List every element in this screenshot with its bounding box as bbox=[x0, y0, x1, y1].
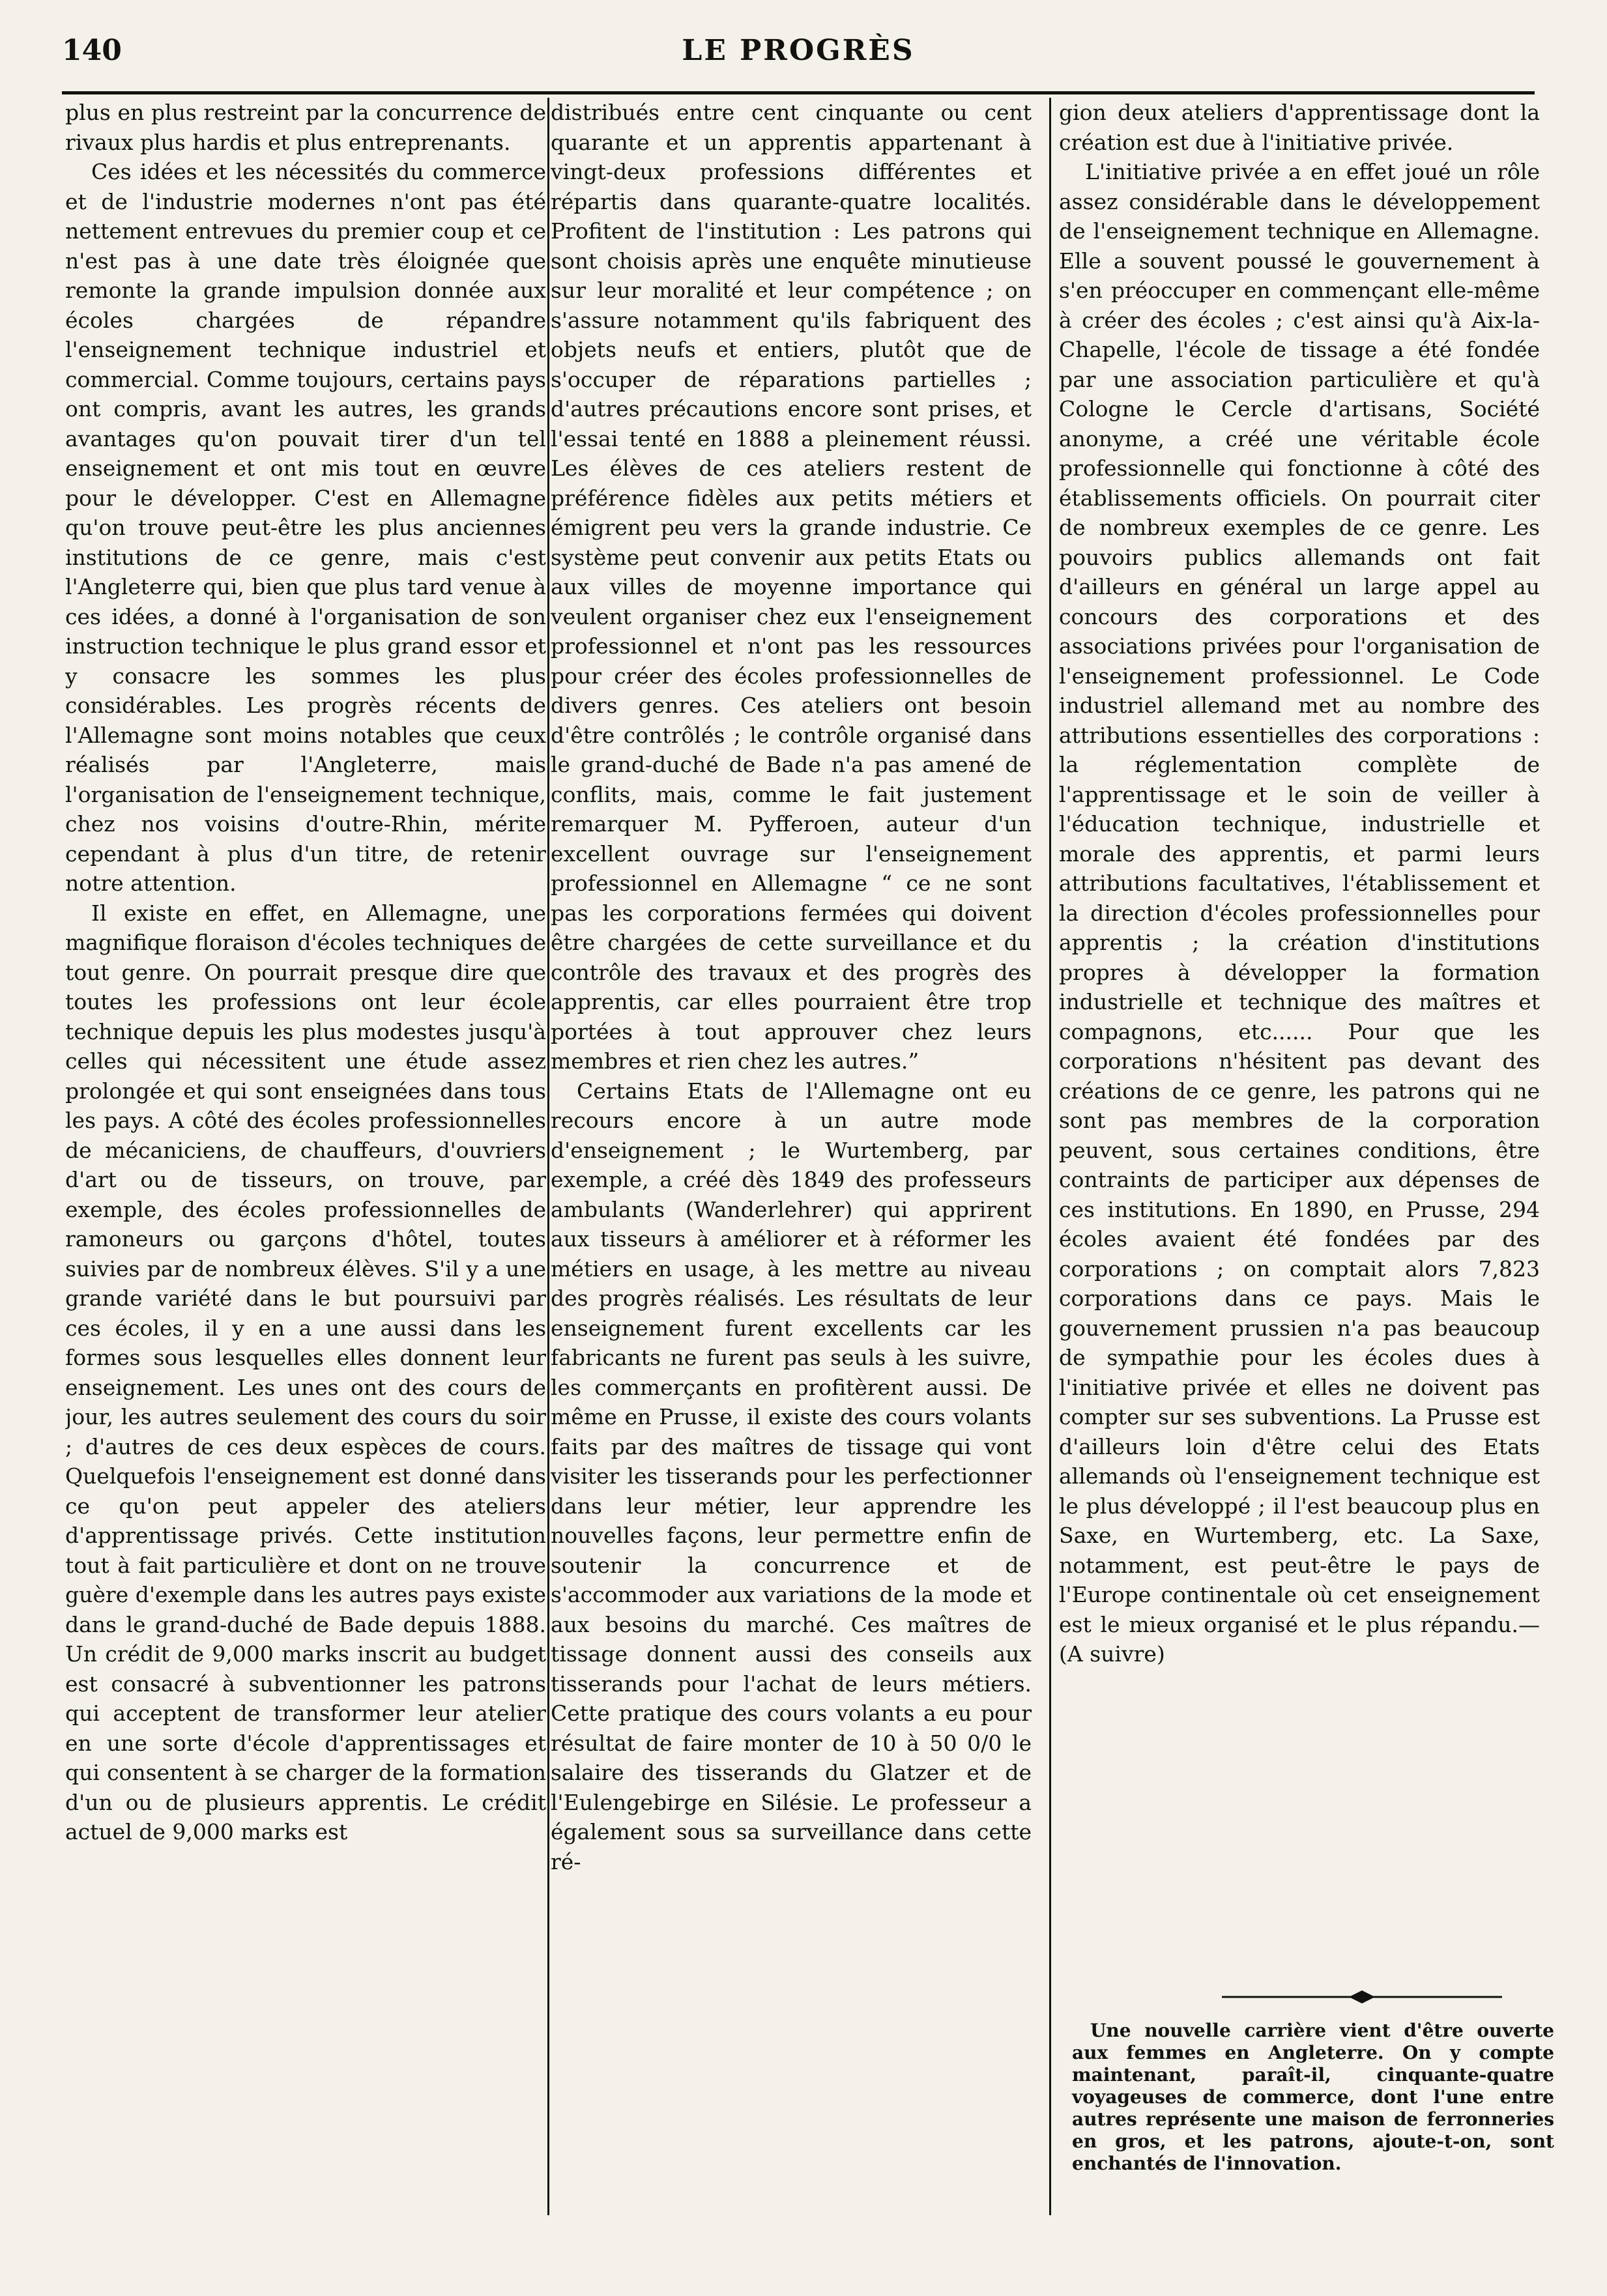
news-brief bbox=[1072, 2020, 1554, 2175]
paragraph: Il existe en effet, en Allemagne, une magnifique floraison d'écoles techniques de tout genre. On pourrait presque dire que toutes les professions ont leur école technique depuis les plus modestes jusqu'à celles qui nécessitent une étude assez prolongée et qui sont enseignées dans tous les pays. A côté des écoles professionnelles de mécaniciens, de chauffeurs, d'ouvriers d'art ou de tisseurs, on trouve, par exemple, des écoles professionnelles de ramoneurs ou garçons d'hôtel, toutes suivies par de nombreux élèves. S'il y a une grande variété dans le but poursuivi par ces écoles, il y en a une aussi dans les formes sous lesquelles elles donnent leur enseignement. Les unes ont des cours de jour, les autres seulement des cours du soir ; d'autres de ces deux espèces de cours. Quelquefois l'enseignement est donné dans ce qu'on peut appeler des ateliers d'apprentissage privés. Cette institution tout à fait particulière et dont on ne trouve guère d'exemple dans les autres pays existe dans le grand-duché de Bade depuis 1888. Un crédit de 9,000 marks inscrit au budget est consacré à subventionner les patrons qui acceptent de transformer leur atelier en une sorte d'école d'apprentissages et qui consentent à se charger de la formation d'un ou de plusieurs apprentis. Le crédit actuel de 9,000 marks est bbox=[65, 900, 546, 1844]
column-2 bbox=[551, 98, 1032, 2222]
column-divider bbox=[1049, 98, 1051, 2215]
header-rule bbox=[62, 91, 1535, 94]
running-title: LE PROGRÈS bbox=[682, 34, 915, 67]
column-divider bbox=[547, 98, 549, 2215]
page-number: 140 bbox=[62, 34, 122, 67]
paragraph: gion deux ateliers d'apprentissage dont la création est due à l'initiative privée. bbox=[1059, 100, 1540, 155]
column-3 bbox=[1059, 98, 1540, 1974]
paragraph: L'initiative privée a en effet joué un rôle assez considérable dans le développement de l'enseignement technique en Allemagne. Elle a souvent poussé le gouvernement à s'en préoccuper en commençant elle-même à créer des écoles ; c'est ainsi qu'à Aix-la-Chapelle, l'école de tissage a été fondée par une association particulière et qu'à Cologne le Cercle d'artisans, Société anonyme, a créé une véritable école professionnelle qui fonctionne à côté des établissements officiels. On pourrait citer de nombreux exemples de ce genre. Les pouvoirs publics allemands ont fait d'ailleurs en général un large appel au concours des corporations et des associations privées pour l'organisation de l'enseignement professionnel. Le Code industriel allemand met au nombre des attributions essentielles des corporations : la réglementation complète de l'apprentissage et le soin de veiller à l'éducation technique, industrielle et morale des apprentis, et parmi leurs attributions facultatives, l'établissement et la direction d'écoles professionnelles pour apprentis ; la création d'institutions propres à développer la formation industrielle et technique des maîtres et compagnons, etc...... Pour que les corporations n'hésitent pas devant des créations de ce genre, les patrons qui ne sont pas membres de la corporation peuvent, sous certaines conditions, être contraints de participer aux dépenses de ces institutions. En 1890, en Prusse, 294 écoles avaient été fondées par des corporations ; on comptait alors 7,823 corporations dans ce pays. Mais le gouvernement prussien n'a pas beaucoup de sympathie pour les écoles dues à l'initiative privée et elles ne doivent pas compter sur ses subventions. La Prusse est d'ailleurs loin d'être celui des Etats allemands où l'enseignement technique est le plus développé ; il l'est beaucoup plus en Saxe, en Wurtemberg, etc. La Saxe, notamment, est peut-être le pays de l'Europe continentale où cet enseignement est le mieux organisé et le plus répandu.—(A suivre) bbox=[1059, 159, 1540, 1667]
paragraph: Certains Etats de l'Allemagne ont eu recours encore à un autre mode d'enseignement ; le Wurtemberg, par exemple, a créé dès 1849 des professeurs ambulants (Wanderlehrer) qui apprirent aux tisseurs à améliorer et à réformer les métiers en usage, à les mettre au niveau des progrès réalisés. Les résultats de leur enseignement furent excellents car les fabricants ne furent pas seuls à les suivre, les commerçants en profitèrent aussi. De même en Prusse, il existe des cours volants faits par des maîtres de tissage qui vont visiter les tisserands pour les perfectionner dans leur métier, leur apprendre les nouvelles façons, leur permettre enfin de soutenir la concurrence et de s'accommoder aux variations de la mode et aux besoins du marché. Ces maîtres de tissage donnent aussi des conseils aux tisserands pour l'achat de leurs métiers. Cette pratique des cours volants a eu pour résultat de faire monter de 10 à 50 0/0 le salaire des tisserands du Glatzer et de l'Eulengebirge en Silésie. Le professeur a également sous sa surveillance dans cette ré- bbox=[551, 1078, 1032, 1874]
paragraph: Ces idées et les nécessités du commerce et de l'industrie modernes n'ont pas été nettement entrevues du premier coup et ce n'est pas à une date très éloignée que remonte la grande impulsion donnée aux écoles chargées de répandre l'enseignement technique industriel et commercial. Comme toujours, certains pays ont compris, avant les autres, les grands avantages qu'on pouvait tirer d'un tel enseignement et ont mis tout en œuvre pour le développer. C'est en Allemagne qu'on trouve peut-être les plus anciennes institutions de ce genre, mais c'est l'Angleterre qui, bien que plus tard venue à ces idées, a donné à l'organisation de son instruction technique le plus grand essor et y consacre les sommes les plus considérables. Les progrès récents de l'Allemagne sont moins notables que ceux réalisés par l'Angleterre, mais l'organisation de l'enseignement technique, chez nos voisins d'outre-Rhin, mérite cependant à plus d'un titre, de retenir notre attention. bbox=[65, 159, 546, 896]
paragraph: distribués entre cent cinquante ou cent quarante et un apprentis appartenant à vingt-deux professions différentes et répartis dans quarante-quatre localités. Profitent de l'institution : Les patrons qui sont choisis après une enquête minutieuse sur leur moralité et leur compétence ; on s'assure notamment qu'ils fabriquent des objets neufs et entiers, plutôt que de s'occuper de réparations partielles ; d'autres précautions encore sont prises, et l'essai tenté en 1888 a pleinement réussi. Les élèves de ces ateliers restent de préférence fidèles aux petits métiers et émigrent peu vers la grande industrie. Ce système peut convenir aux petits Etats ou aux villes de moyenne importance qui veulent organiser chez eux l'enseignement professionnel et n'ont pas les ressources pour créer des écoles professionnelles de divers genres. Ces ateliers ont besoin d'être contrôlés ; le contrôle organisé dans le grand-duché de Bade n'a pas amené de conflits, mais, comme le fait justement remarquer M. Pyfferoen, auteur d'un excellent ouvrage sur l'enseignement professionnel en Allemagne “ ce ne sont pas les corporations fermées qui doivent être chargées de cette surveillance et du contrôle des travaux et des progrès des apprentis, car elles pourraient être trop portées à tout approuver chez leurs membres et rien chez les autres.” bbox=[551, 100, 1032, 1074]
column-1 bbox=[65, 98, 546, 2222]
news-brief-text: Une nouvelle carrière vient d'être ouverte aux femmes en Angleterre. On y compte maintenant, paraît-il, cinquante-quatre voyageuses de commerce, dont l'une entre autres représente une maison de ferronneries en gros, et les patrons, ajoute-t-on, sont enchantés de l'innovation. bbox=[1072, 2020, 1554, 2174]
paragraph: plus en plus restreint par la concurrence de rivaux plus hardis et plus entreprenants. bbox=[65, 100, 546, 155]
page-header bbox=[62, 34, 1535, 79]
section-ornament bbox=[1222, 1987, 1502, 2007]
